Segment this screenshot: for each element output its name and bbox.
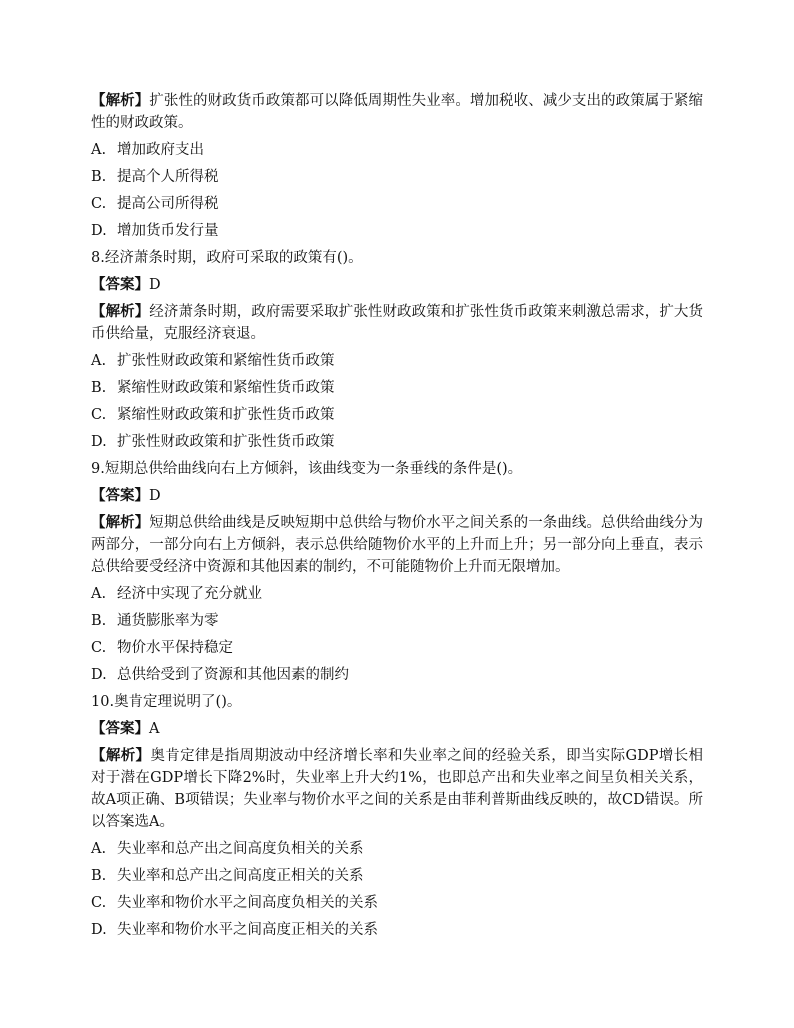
option-item — [91, 166, 703, 188]
option-item — [91, 139, 703, 161]
analysis-text: 短期总供给曲线是反映短期中总供给与物价水平之间关系的一条曲线。总供给曲线分为两部分，一部分向右上方倾斜，表示总供给随物价水平的上升而上升；另一部分向上垂直，表示总供给要受经济中资源和其他因素的制约，不可能随物价上升而无限增加。 — [91, 515, 704, 575]
option-letter: B. — [91, 169, 107, 185]
option-letter: D. — [91, 223, 107, 239]
answer-line — [91, 718, 703, 740]
option-letter: D. — [91, 667, 107, 683]
option-text: 总供给受到了资源和其他因素的制约 — [117, 667, 349, 683]
question-stem — [91, 458, 703, 480]
option-text: 扩张性财政政策和紧缩性货币政策 — [117, 353, 335, 369]
analysis-text: 经济萧条时期，政府需要采取扩张性财政政策和扩张性货币政策来刺激总需求，扩大货币供给量，克服经济衰退。 — [91, 304, 704, 342]
question-number: 9. — [91, 461, 105, 477]
option-item — [91, 350, 703, 372]
option-letter: B. — [91, 380, 107, 396]
option-text: 紧缩性财政政策和扩张性货币政策 — [117, 407, 335, 423]
analysis-paragraph — [91, 745, 703, 833]
answer-value: A — [149, 721, 160, 737]
answer-line — [91, 485, 703, 507]
option-letter: A. — [91, 841, 107, 857]
answer-label: 【答案】 — [91, 276, 149, 293]
option-letter: B. — [91, 868, 107, 884]
analysis-label: 【解析】 — [91, 747, 151, 764]
option-text: 扩张性财政政策和扩张性货币政策 — [117, 434, 335, 450]
analysis-label: 【解析】 — [91, 92, 150, 109]
option-item — [91, 583, 703, 605]
question-text: 经济萧条时期，政府可采取的政策有()。 — [104, 250, 363, 266]
option-item — [91, 431, 703, 453]
option-text: 失业率和物价水平之间高度负相关的关系 — [117, 895, 378, 911]
option-item — [91, 377, 703, 399]
question-number: 8. — [91, 250, 105, 266]
option-text: 通货膨胀率为零 — [117, 613, 219, 629]
answer-line — [91, 274, 703, 296]
option-text: 失业率和总产出之间高度负相关的关系 — [117, 841, 364, 857]
option-item — [91, 637, 703, 659]
option-letter: C. — [91, 196, 107, 212]
answer-value: D — [149, 488, 161, 504]
answer-label: 【答案】 — [91, 487, 149, 504]
option-item — [91, 865, 703, 887]
option-item — [91, 892, 703, 914]
analysis-paragraph — [91, 301, 703, 345]
analysis-label: 【解析】 — [91, 514, 150, 531]
question-text: 短期总供给曲线向右上方倾斜，该曲线变为一条垂线的条件是()。 — [104, 461, 523, 477]
analysis-text: 扩张性的财政货币政策都可以降低周期性失业率。增加税收、减少支出的政策属于紧缩性的财政政策。 — [91, 93, 704, 131]
option-item — [91, 220, 703, 242]
option-letter: B. — [91, 613, 107, 629]
answer-value: D — [149, 277, 161, 293]
answer-label: 【答案】 — [91, 720, 149, 737]
option-letter: C. — [91, 640, 107, 656]
option-text: 经济中实现了充分就业 — [117, 586, 262, 602]
option-item — [91, 193, 703, 215]
option-letter: A. — [91, 586, 107, 602]
question-stem — [91, 247, 703, 269]
option-text: 物价水平保持稳定 — [117, 640, 233, 656]
option-text: 提高个人所得税 — [117, 169, 219, 185]
option-text: 增加货币发行量 — [117, 223, 219, 239]
analysis-text: 奥肯定律是指周期波动中经济增长率和失业率之间的经验关系，即当实际GDP增长相对于潜在GDP增长下降2%时，失业率上升大约1%，也即总产出和失业率之间呈负相关关系，故A项正确、B项错误；失业率与物价水平之间的关系是由菲利普斯曲线反映的，故CD错误。所以答案选A。 — [91, 748, 703, 830]
document-page — [91, 90, 703, 946]
analysis-paragraph — [91, 90, 703, 134]
option-item — [91, 404, 703, 426]
option-item — [91, 664, 703, 686]
option-item — [91, 610, 703, 632]
option-letter: D. — [91, 434, 107, 450]
question-stem — [91, 691, 703, 713]
question-text: 奥肯定理说明了()。 — [114, 694, 242, 710]
option-item — [91, 919, 703, 941]
option-letter: A. — [91, 353, 107, 369]
option-letter: C. — [91, 407, 107, 423]
option-text: 失业率和物价水平之间高度正相关的关系 — [117, 922, 378, 938]
option-text: 紧缩性财政政策和紧缩性货币政策 — [117, 380, 335, 396]
option-text: 增加政府支出 — [117, 142, 204, 158]
option-letter: C. — [91, 895, 107, 911]
option-letter: A. — [91, 142, 107, 158]
option-text: 失业率和总产出之间高度正相关的关系 — [117, 868, 364, 884]
analysis-paragraph — [91, 512, 703, 578]
option-item — [91, 838, 703, 860]
question-number: 10. — [91, 694, 115, 710]
option-text: 提高公司所得税 — [117, 196, 219, 212]
option-letter: D. — [91, 922, 107, 938]
analysis-label: 【解析】 — [91, 303, 150, 320]
